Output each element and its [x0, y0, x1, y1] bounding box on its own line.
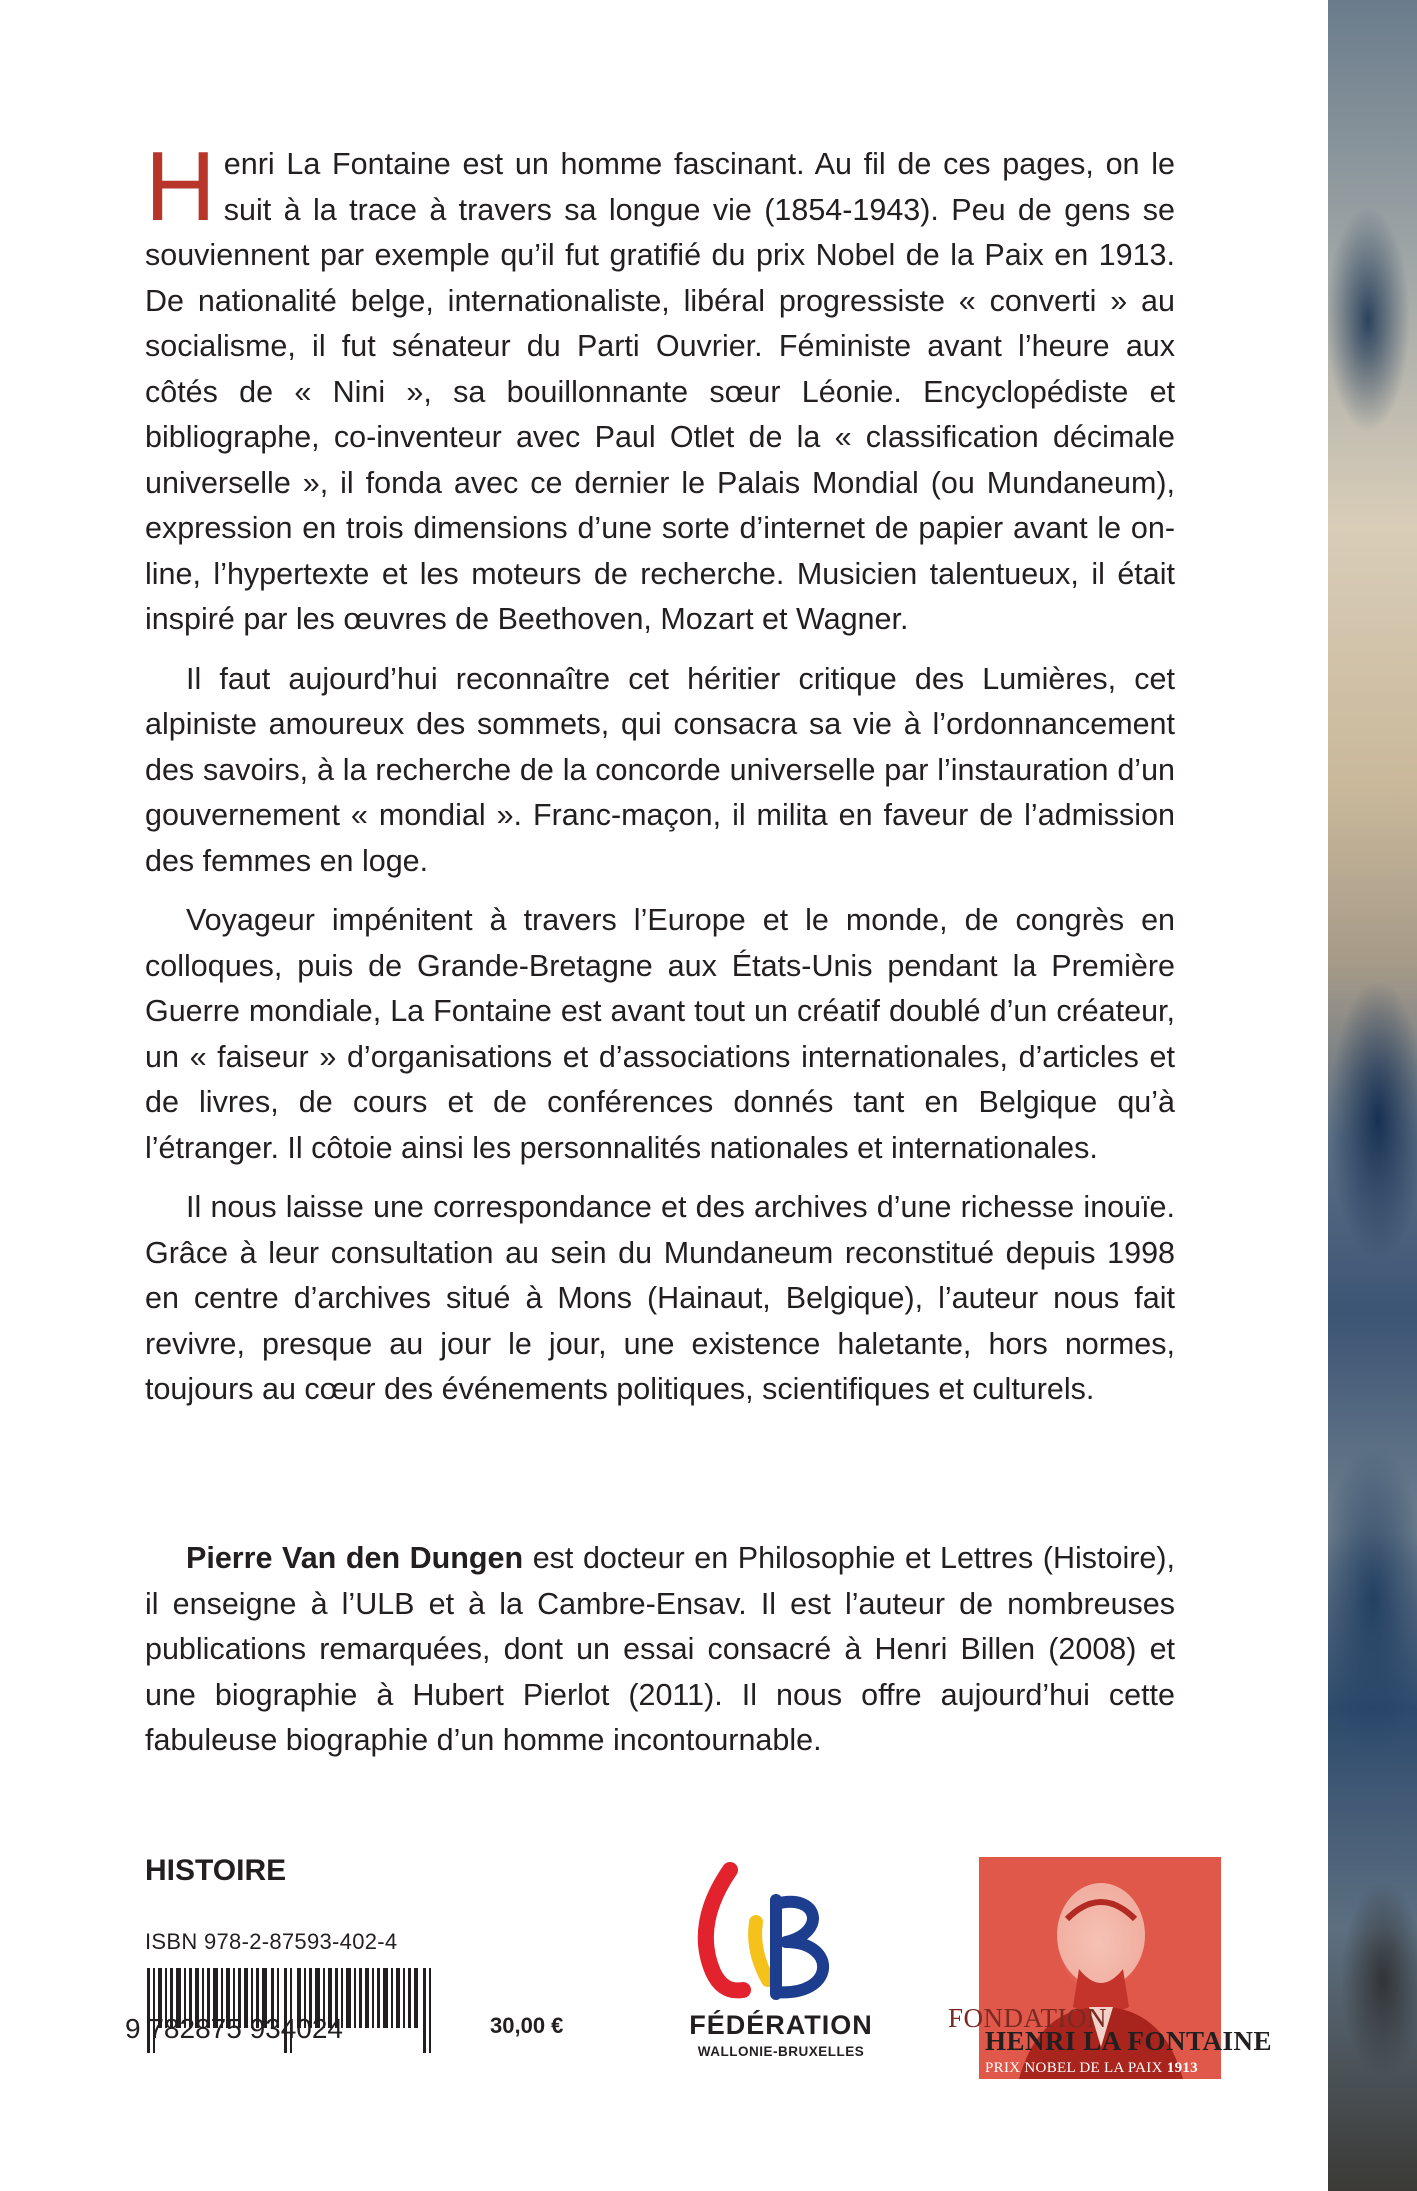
category-label: HISTOIRE	[145, 1854, 287, 1887]
fondation-label: FONDATION	[948, 2003, 1107, 2033]
isbn: ISBN 978-2-87593-402-4	[145, 1929, 398, 1954]
paragraph-1	[145, 131, 1175, 643]
fondation-prize-text: PRIX NOBEL DE LA PAIX	[985, 2060, 1167, 2076]
paragraph-4: Il nous laisse une correspondance et des archives d’une richesse inouïe. Grâce à leur consultation au sein du Mundaneum reconstitué depuis 1998 en centre d’archives situé à Mons (Hainaut, Belgique), l’auteur nous fait revivre, presque au jour le jour, une existence haletante, hors normes, toujours au cœur des événements politiques, scientifiques et culturels.	[145, 1190, 1175, 1406]
paragraph-1-text: enri La Fontaine est un homme fascinant. Au fil de ces pages, on le suit à la trace à travers sa longue vie (1854-1943). Peu de gens se souviennent par exemple qu’il fut gratifié du prix Nobel de la Paix en 1913. De nationalité belge, internationaliste, libéral progressiste « converti » au socialisme, il fut sénateur du Parti Ouvrier. Féministe avant l’heure aux côtés de « Nini », sa bouillonnante sœur Léonie. Encyclopédiste et bibliographe, co-inventeur avec Paul Otlet de la « classification décimale universelle », il fonda avec ce dernier le Palais Mondial (ou Mundaneum), expression en trois dimensions d’une sorte d’internet de papier avant le on-line, l’hypertexte et les moteurs de recherche. Musicien talentueux, il était inspiré par les œuvres de Beethoven, Mozart et Wagner.	[145, 147, 1175, 636]
fwb-name: FÉDÉRATION	[689, 2010, 873, 2040]
author-name: Pierre Van den Dungen	[186, 1541, 524, 1575]
cover-photo-strip	[1328, 0, 1417, 2191]
back-cover-blurb	[145, 131, 1175, 1427]
fondation-prize-year: 1913	[1166, 2060, 1198, 2076]
fondation-name: HENRI LA FONTAINE	[985, 2026, 1273, 2056]
paragraph-2: Il faut aujourd’hui reconnaître cet héritier critique des Lumières, cet alpiniste amoureux des sommets, qui consacra sa vie à l’ordonnancement des savoirs, à la recherche de la concorde universelle par l’instauration d’un gouvernement « mondial ». Franc-maçon, il milita en faveur de l’admission des femmes en loge.	[145, 661, 1175, 878]
price: 30,00 €	[490, 2013, 564, 2038]
drop-cap: H	[145, 131, 216, 241]
author-bio-text: est docteur en Philosophie et Lettres (Histoire), il enseigne à l’ULB et à la Cambre-Ensav. Il est l’auteur de nombreuses publications remarquées, dont un essai consacré à Henri Billen (2008) et une biographie à Hubert Pierlot (2011). Il nous offre aujourd’hui cette fabuleuse biographie d’un homme incontournable.	[145, 1541, 1175, 1757]
fwb-subtitle: WALLONIE-BRUXELLES	[697, 2044, 865, 2059]
barcode-digits: 9 782875 934024	[125, 2013, 343, 2044]
author-bio	[145, 1536, 1175, 1764]
fondation-prize	[985, 2060, 1198, 2077]
paragraph-3: Voyageur impénitent à travers l’Europe et le monde, de congrès en colloques, puis de Grande-Bretagne aux États-Unis pendant la Première Guerre mondiale, La Fontaine est avant tout un créatif doublé d’un créateur, un « faiseur » d’organisations et d’associations internationales, d’articles et de livres, de cours et de conférences donnés tant en Belgique qu’à l’étranger. Il côtoie ainsi les personnalités nationales et internationales.	[145, 903, 1175, 1165]
